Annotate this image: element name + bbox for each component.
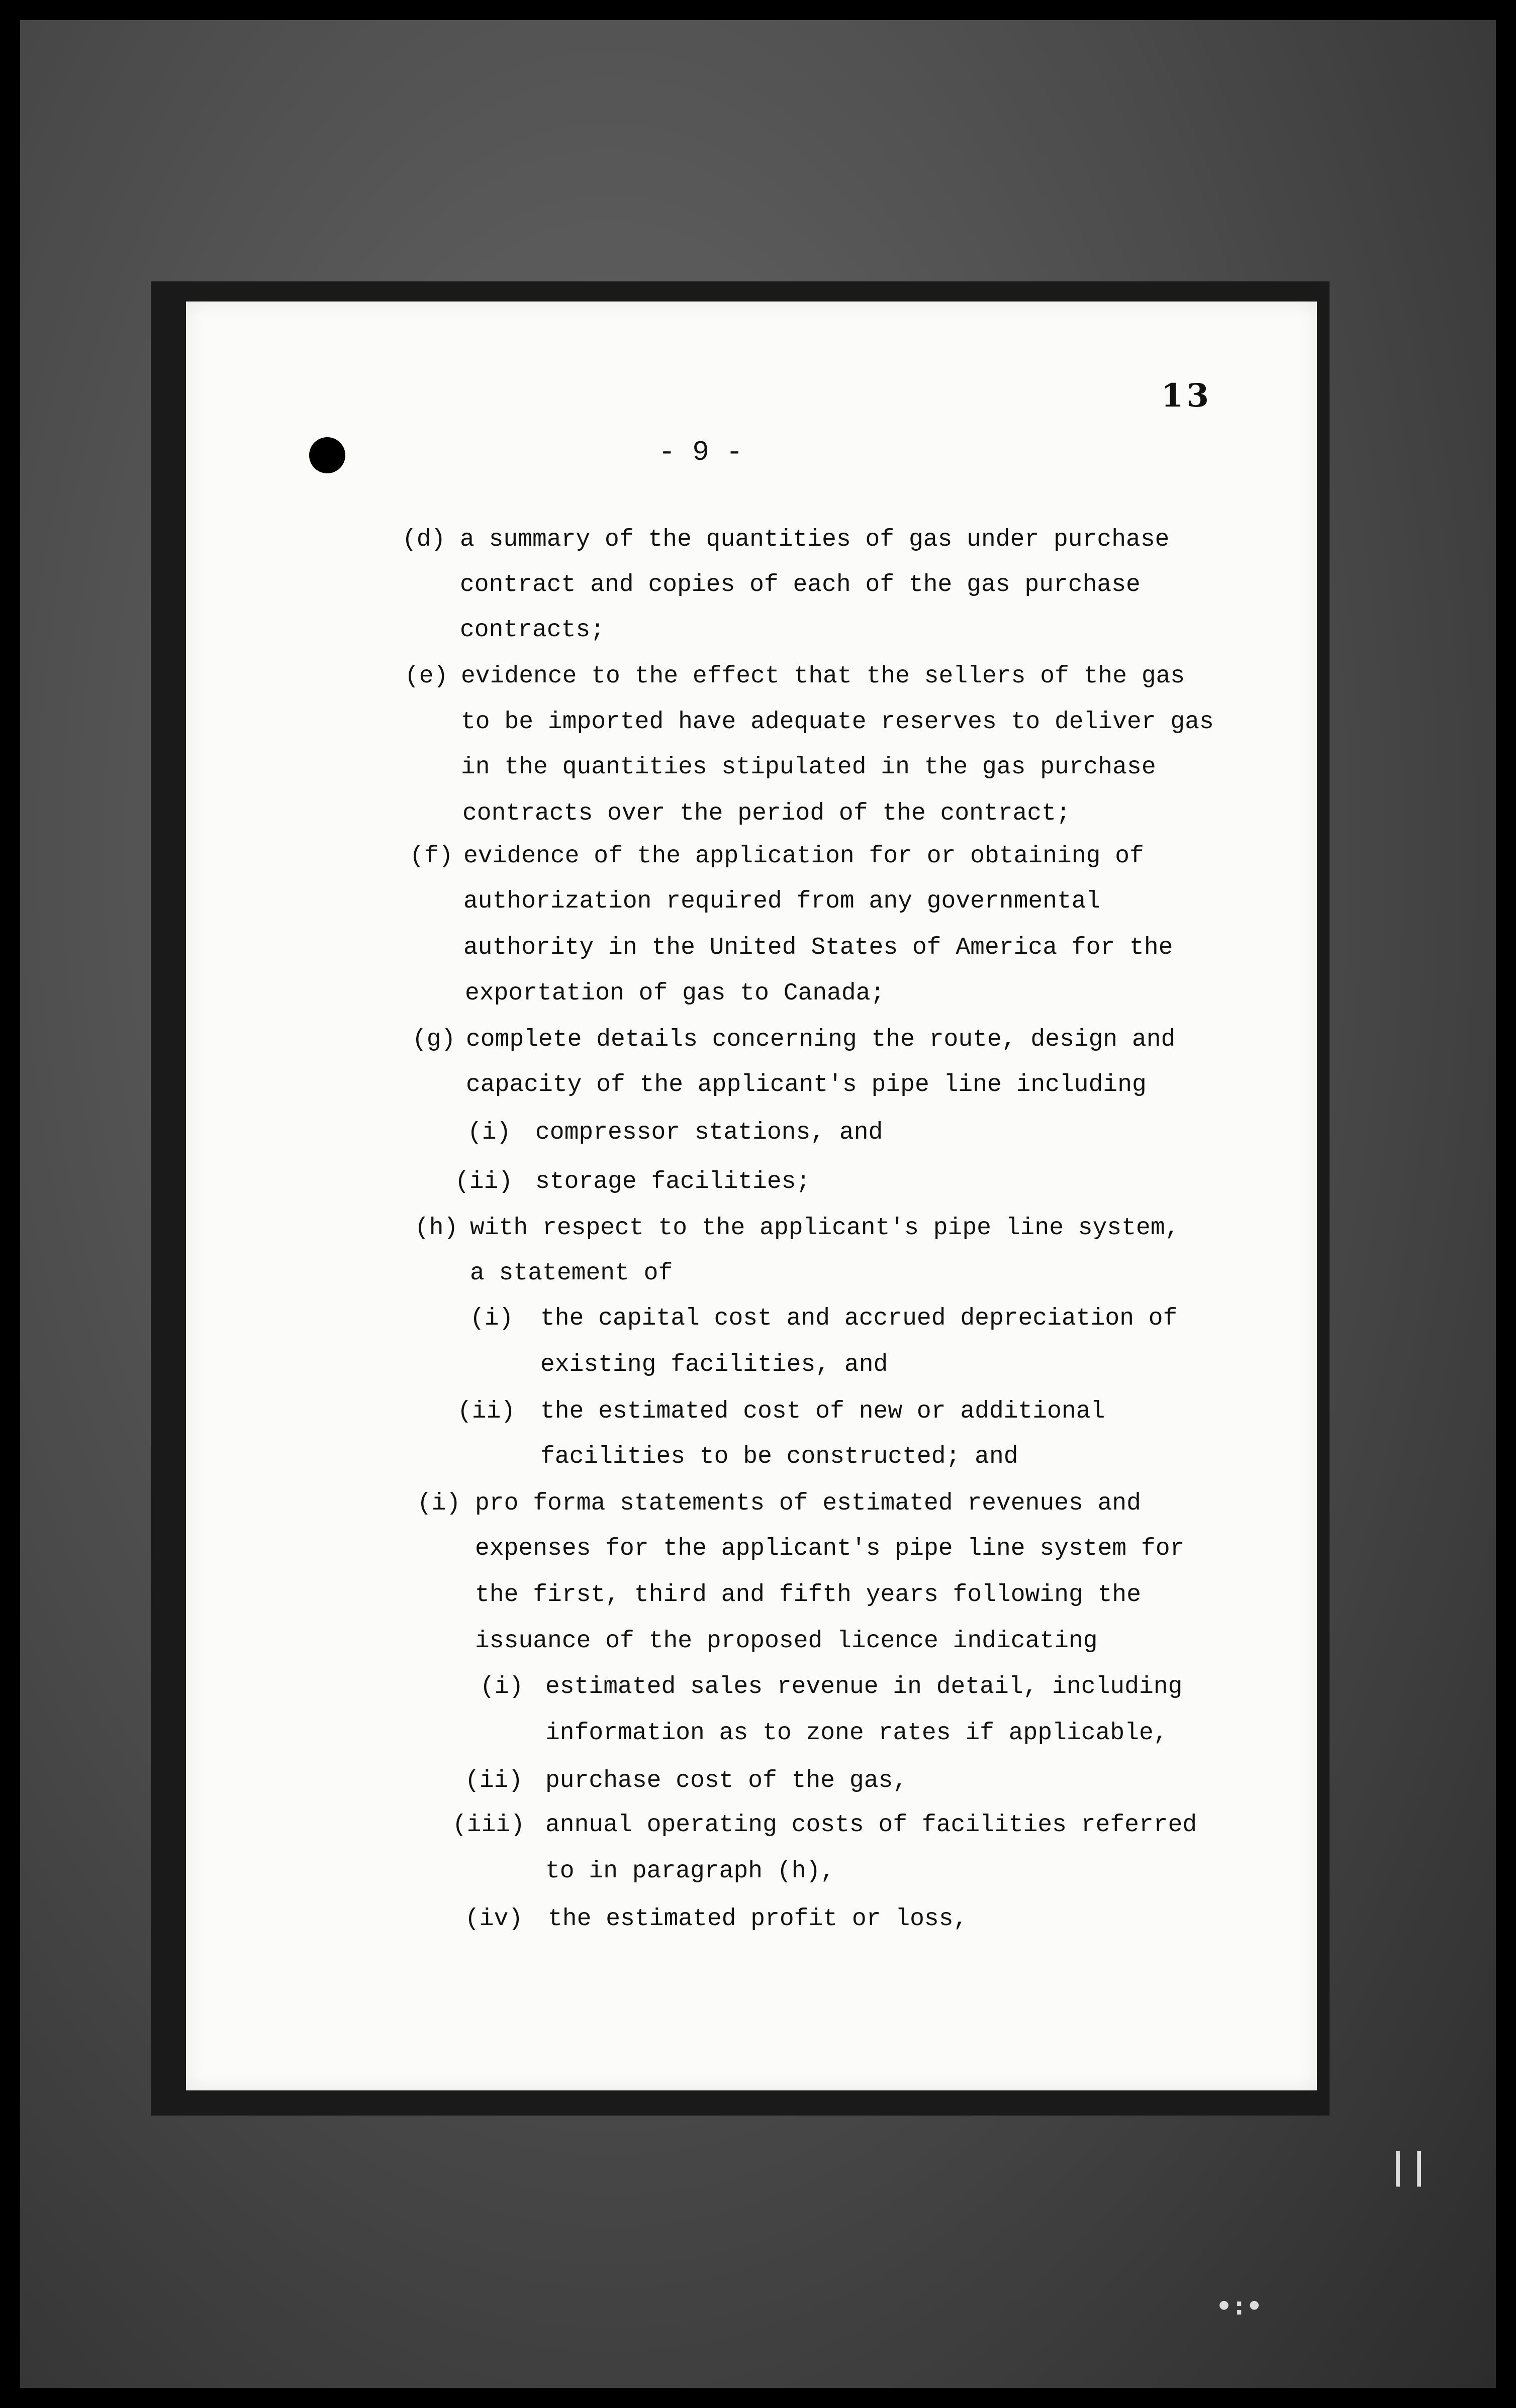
text-line: exportation of gas to Canada; (465, 980, 885, 1007)
text-line: evidence of the application for or obtaining of (463, 843, 1144, 870)
text-line: the first, third and fifth years following the (475, 1581, 1142, 1609)
page-number: - 9 - (658, 436, 743, 468)
text-line: estimated sales revenue in detail, including (545, 1673, 1183, 1700)
text-line: to in paragraph (h), (545, 1858, 835, 1885)
text-line: purchase cost of the gas, (545, 1767, 908, 1794)
scan-mark-right: || (1387, 2146, 1430, 2187)
text-line: issuance of the proposed licence indicating (475, 1628, 1098, 1655)
text-line: compressor stations, and (535, 1119, 883, 1146)
text-line: with respect to the applicant's pipe line system, (470, 1215, 1180, 1242)
text-line: complete details concerning the route, design and (466, 1026, 1176, 1053)
text-line: authorization required from any governmental (463, 888, 1101, 915)
item-label: (iii) (452, 1812, 525, 1839)
text-line: a summary of the quantities of gas under purchase (460, 526, 1170, 553)
text-line: existing facilities, and (540, 1351, 888, 1378)
text-line: pro forma statements of estimated revenues and (475, 1490, 1142, 1517)
text-line: expenses for the applicant's pipe line system for (475, 1535, 1185, 1562)
text-line: capacity of the applicant's pipe line including (466, 1071, 1147, 1098)
item-label: (i) (417, 1490, 461, 1517)
item-label: (i) (470, 1305, 514, 1332)
item-label: (d) (402, 526, 446, 553)
text-line: information as to zone rates if applicable, (545, 1720, 1168, 1747)
text-line: authority in the United States of America for the (463, 934, 1173, 961)
text-line: contracts; (460, 617, 605, 644)
item-label: (i) (467, 1119, 511, 1146)
item-label: (e) (405, 663, 448, 690)
item-label: (i) (480, 1673, 524, 1700)
text-line: facilities to be constructed; and (540, 1443, 1018, 1470)
text-line: to be imported have adequate reserves to deliver gas (461, 709, 1214, 736)
text-line: storage facilities; (535, 1168, 811, 1195)
text-line: the estimated cost of new or additional (540, 1398, 1105, 1425)
item-label: (ii) (455, 1168, 513, 1195)
item-label: (ii) (457, 1398, 516, 1425)
text-line: a statement of (470, 1260, 673, 1287)
punch-hole (309, 437, 345, 473)
item-label: (iv) (465, 1905, 523, 1933)
text-line: the estimated profit or loss, (548, 1905, 968, 1933)
item-label: (g) (412, 1026, 456, 1053)
text-line: annual operating costs of facilities referred (545, 1812, 1197, 1839)
item-label: (h) (415, 1215, 458, 1242)
item-label: (f) (410, 843, 453, 870)
stamp-number: 13 (1161, 377, 1212, 415)
text-line: contracts over the period of the contract; (462, 800, 1071, 827)
item-label: (ii) (465, 1767, 523, 1794)
text-line: the capital cost and accrued depreciation of (540, 1305, 1178, 1332)
text-line: contract and copies of each of the gas purchase (460, 571, 1141, 598)
scan-mark-bottom: •:• (1216, 2291, 1262, 2321)
text-line: evidence to the effect that the sellers of the gas (461, 663, 1185, 690)
text-line: in the quantities stipulated in the gas purchase (461, 754, 1156, 781)
